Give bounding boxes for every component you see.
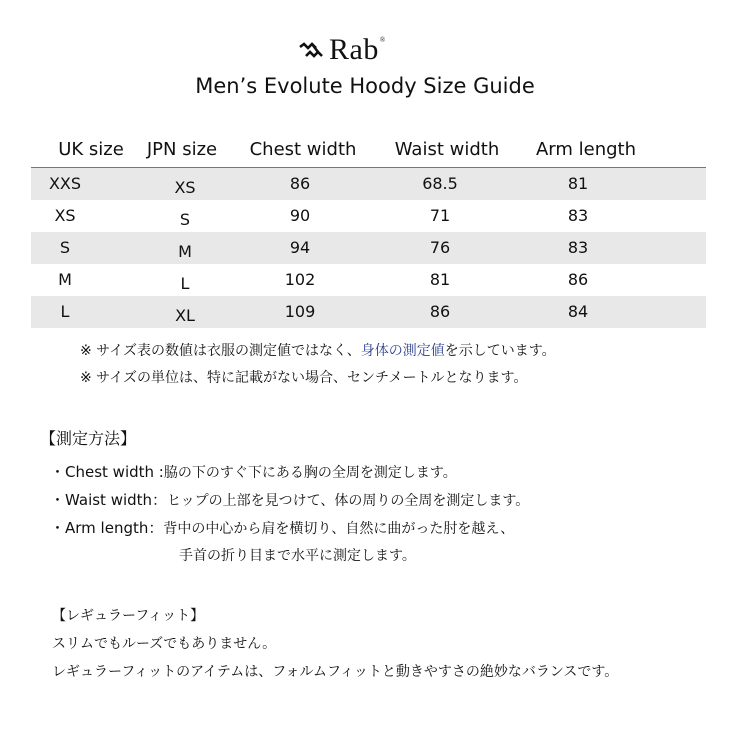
table-row [31, 296, 706, 328]
fit-heading: 【レギュラーフィット】 [52, 608, 205, 624]
cell-uk: S [59, 238, 71, 257]
cell-arm: 81 [567, 174, 589, 193]
cell-waist: 68.5 [422, 174, 458, 193]
col-header-uk-size: UK size [58, 139, 124, 160]
note1-prefix: ※ サイズ表の数値は衣服の測定値ではなく、 [80, 343, 361, 359]
table-row [31, 200, 706, 232]
registered-mark: ® [379, 36, 386, 44]
brand-logo [298, 34, 386, 66]
cell-jpn: XS [174, 178, 196, 197]
bullet-arm-label: ・Arm length： [50, 519, 164, 537]
table-row [31, 264, 706, 296]
col-header-waist: Waist width [394, 139, 500, 160]
rab-mountain-logo-icon [298, 41, 324, 59]
col-header-chest: Chest width [249, 139, 357, 160]
fit-line-2: レギュラーフィットのアイテムは、フォルムフィットと動きやすさの絶妙なバランスです。 [52, 664, 619, 680]
bullet-chest-label: ・Chest width : [50, 463, 164, 481]
table-row [31, 168, 706, 200]
cell-arm: 84 [567, 302, 589, 321]
bullet-waist-text: ヒップの上部を見つけて、体の周りの全周を測定します。 [167, 493, 530, 509]
cell-waist: 81 [429, 270, 451, 289]
cell-jpn: M [178, 242, 192, 261]
bullet-waist-label: ・Waist width： [50, 491, 168, 509]
col-header-arm-length: Arm length [535, 139, 637, 160]
note-units: ※ サイズの単位は、特に記載がない場合、センチメートルとなります。 [80, 370, 528, 386]
bullet-arm-text: 背中の中心から肩を横切り、自然に曲がった肘を越え、 [163, 521, 515, 537]
cell-arm: 83 [567, 206, 589, 225]
cell-waist: 76 [429, 238, 451, 257]
bullet-waist [50, 489, 529, 510]
cell-chest: 94 [289, 238, 311, 257]
page-title: Men’s Evolute Hoody Size Guide [195, 74, 535, 98]
note-measurement-basis [80, 340, 556, 360]
cell-chest: 86 [289, 174, 311, 193]
cell-chest: 102 [284, 270, 316, 289]
note1-highlight: 身体の測定値 [360, 343, 445, 359]
cell-waist: 71 [429, 206, 451, 225]
cell-waist: 86 [429, 302, 451, 321]
note1-suffix: を示しています。 [444, 343, 556, 359]
bullet-arm [50, 517, 514, 538]
cell-jpn: XL [175, 306, 195, 325]
cell-uk: M [58, 270, 72, 289]
cell-jpn: S [179, 210, 191, 229]
cell-jpn: L [180, 274, 190, 293]
bullet-chest-text: 脇の下のすぐ下にある胸の全周を測定します。 [163, 465, 457, 481]
cell-uk: XS [54, 206, 76, 225]
brand-name: Rab® [329, 33, 386, 66]
cell-uk: L [60, 302, 70, 321]
cell-chest: 90 [289, 206, 311, 225]
measurement-heading: 【測定方法】 [40, 429, 137, 448]
bullet-arm-text-continued: 手首の折り目まで水平に測定します。 [179, 548, 416, 564]
cell-uk: XXS [48, 174, 82, 193]
table-row [31, 232, 706, 264]
fit-line-1: スリムでもルーズでもありません。 [52, 636, 277, 652]
col-header-jpn-size: JPN size [146, 139, 218, 160]
cell-arm: 83 [567, 238, 589, 257]
cell-arm: 86 [567, 270, 589, 289]
bullet-chest [50, 461, 457, 482]
cell-chest: 109 [284, 302, 316, 321]
